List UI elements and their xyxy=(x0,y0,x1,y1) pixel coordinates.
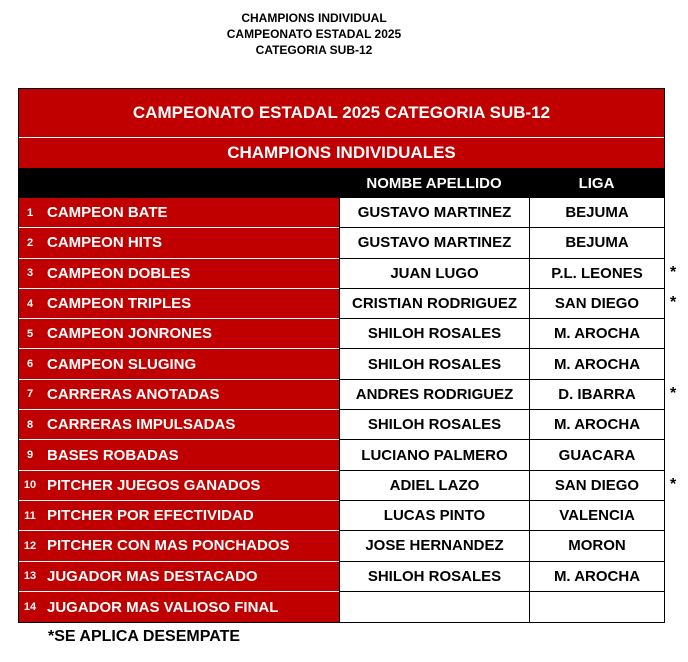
row-number: 3 xyxy=(19,259,41,289)
table-header-row xyxy=(19,168,664,198)
category-cell: JUGADOR MAS VALIOSO FINAL xyxy=(41,592,339,622)
row-number: 4 xyxy=(19,289,41,319)
category-cell: JUGADOR MAS DESTACADO xyxy=(41,562,339,592)
row-number: 13 xyxy=(19,562,41,592)
footnote: *SE APLICA DESEMPATE xyxy=(48,628,241,645)
liga-cell: P.L. LEONES xyxy=(529,259,664,289)
row-number: 2 xyxy=(19,228,41,258)
row-number: 6 xyxy=(19,349,41,379)
table-row xyxy=(19,501,664,531)
player-name-cell: ANDRES RODRIGUEZ xyxy=(339,380,529,410)
tiebreak-mark: * xyxy=(670,384,677,402)
category-cell: CARRERAS ANOTADAS xyxy=(41,380,339,410)
player-name-cell: LUCAS PINTO xyxy=(339,501,529,531)
row-number: 5 xyxy=(19,319,41,349)
table-row xyxy=(19,289,664,319)
table-row xyxy=(19,380,664,410)
table-row xyxy=(19,198,664,228)
row-number: 8 xyxy=(19,410,41,440)
liga-cell: M. AROCHA xyxy=(529,319,664,349)
table-row xyxy=(19,592,664,622)
tiebreak-mark: * xyxy=(670,263,677,281)
liga-cell: M. AROCHA xyxy=(529,349,664,379)
table-title: CAMPEONATO ESTADAL 2025 CATEGORIA SUB-12 xyxy=(19,89,664,138)
liga-cell: D. IBARRA xyxy=(529,380,664,410)
table-subtitle: CHAMPIONS INDIVIDUALES xyxy=(19,138,664,168)
row-number: 9 xyxy=(19,440,41,470)
tiebreak-mark: * xyxy=(670,293,677,311)
liga-cell: M. AROCHA xyxy=(529,410,664,440)
player-name-cell: SHILOH ROSALES xyxy=(339,410,529,440)
category-cell: CAMPEON SLUGING xyxy=(41,349,339,379)
category-cell: CARRERAS IMPULSADAS xyxy=(41,410,339,440)
table-row xyxy=(19,562,664,592)
player-name-cell xyxy=(339,592,529,622)
player-name-cell: GUSTAVO MARTINEZ xyxy=(339,198,529,228)
table-row xyxy=(19,319,664,349)
header-liga-cell: LIGA xyxy=(578,174,615,192)
player-name-cell: LUCIANO PALMERO xyxy=(339,440,529,470)
category-cell: BASES ROBADAS xyxy=(41,440,339,470)
category-cell: CAMPEON TRIPLES xyxy=(41,289,339,319)
table-body xyxy=(19,198,664,622)
header-name-cell: NOMBE APELLIDO xyxy=(366,174,502,192)
player-name-cell: CRISTIAN RODRIGUEZ xyxy=(339,289,529,319)
table-row xyxy=(19,228,664,258)
table-row xyxy=(19,440,664,470)
player-name-cell: GUSTAVO MARTINEZ xyxy=(339,228,529,258)
liga-cell: GUACARA xyxy=(529,440,664,470)
table-row xyxy=(19,349,664,379)
row-number: 11 xyxy=(19,501,41,531)
table-row xyxy=(19,471,664,501)
player-name-cell: SHILOH ROSALES xyxy=(339,562,529,592)
liga-cell: BEJUMA xyxy=(529,228,664,258)
row-number: 14 xyxy=(19,592,41,622)
row-number: 10 xyxy=(19,471,41,501)
liga-cell: M. AROCHA xyxy=(529,562,664,592)
category-cell: CAMPEON DOBLES xyxy=(41,259,339,289)
player-name-cell: ADIEL LAZO xyxy=(339,471,529,501)
player-name-cell: JOSE HERNANDEZ xyxy=(339,531,529,561)
liga-cell: MORON xyxy=(529,531,664,561)
liga-cell: SAN DIEGO xyxy=(529,471,664,501)
category-cell: CAMPEON BATE xyxy=(41,198,339,228)
header-num-cell xyxy=(19,168,41,198)
heading-line-1: CHAMPIONS INDIVIDUAL xyxy=(241,11,387,25)
category-cell: PITCHER CON MAS PONCHADOS xyxy=(41,531,339,561)
row-number: 7 xyxy=(19,380,41,410)
player-name-cell: SHILOH ROSALES xyxy=(339,349,529,379)
tiebreak-mark: * xyxy=(670,475,677,493)
champions-table xyxy=(18,88,665,623)
liga-cell xyxy=(529,592,664,622)
table-row xyxy=(19,531,664,561)
player-name-cell: SHILOH ROSALES xyxy=(339,319,529,349)
row-number: 1 xyxy=(19,198,41,228)
category-cell: PITCHER POR EFECTIVIDAD xyxy=(41,501,339,531)
liga-cell: VALENCIA xyxy=(529,501,664,531)
document-heading xyxy=(0,10,628,58)
category-cell: CAMPEON JONRONES xyxy=(41,319,339,349)
heading-line-3: CATEGORIA SUB-12 xyxy=(255,43,373,57)
table-row xyxy=(19,410,664,440)
category-cell: PITCHER JUEGOS GANADOS xyxy=(41,471,339,501)
liga-cell: BEJUMA xyxy=(529,198,664,228)
heading-line-2: CAMPEONATO ESTADAL 2025 xyxy=(226,27,402,41)
liga-cell: SAN DIEGO xyxy=(529,289,664,319)
table-row xyxy=(19,259,664,289)
header-category-cell xyxy=(41,168,339,198)
player-name-cell: JUAN LUGO xyxy=(339,259,529,289)
category-cell: CAMPEON HITS xyxy=(41,228,339,258)
row-number: 12 xyxy=(19,531,41,561)
